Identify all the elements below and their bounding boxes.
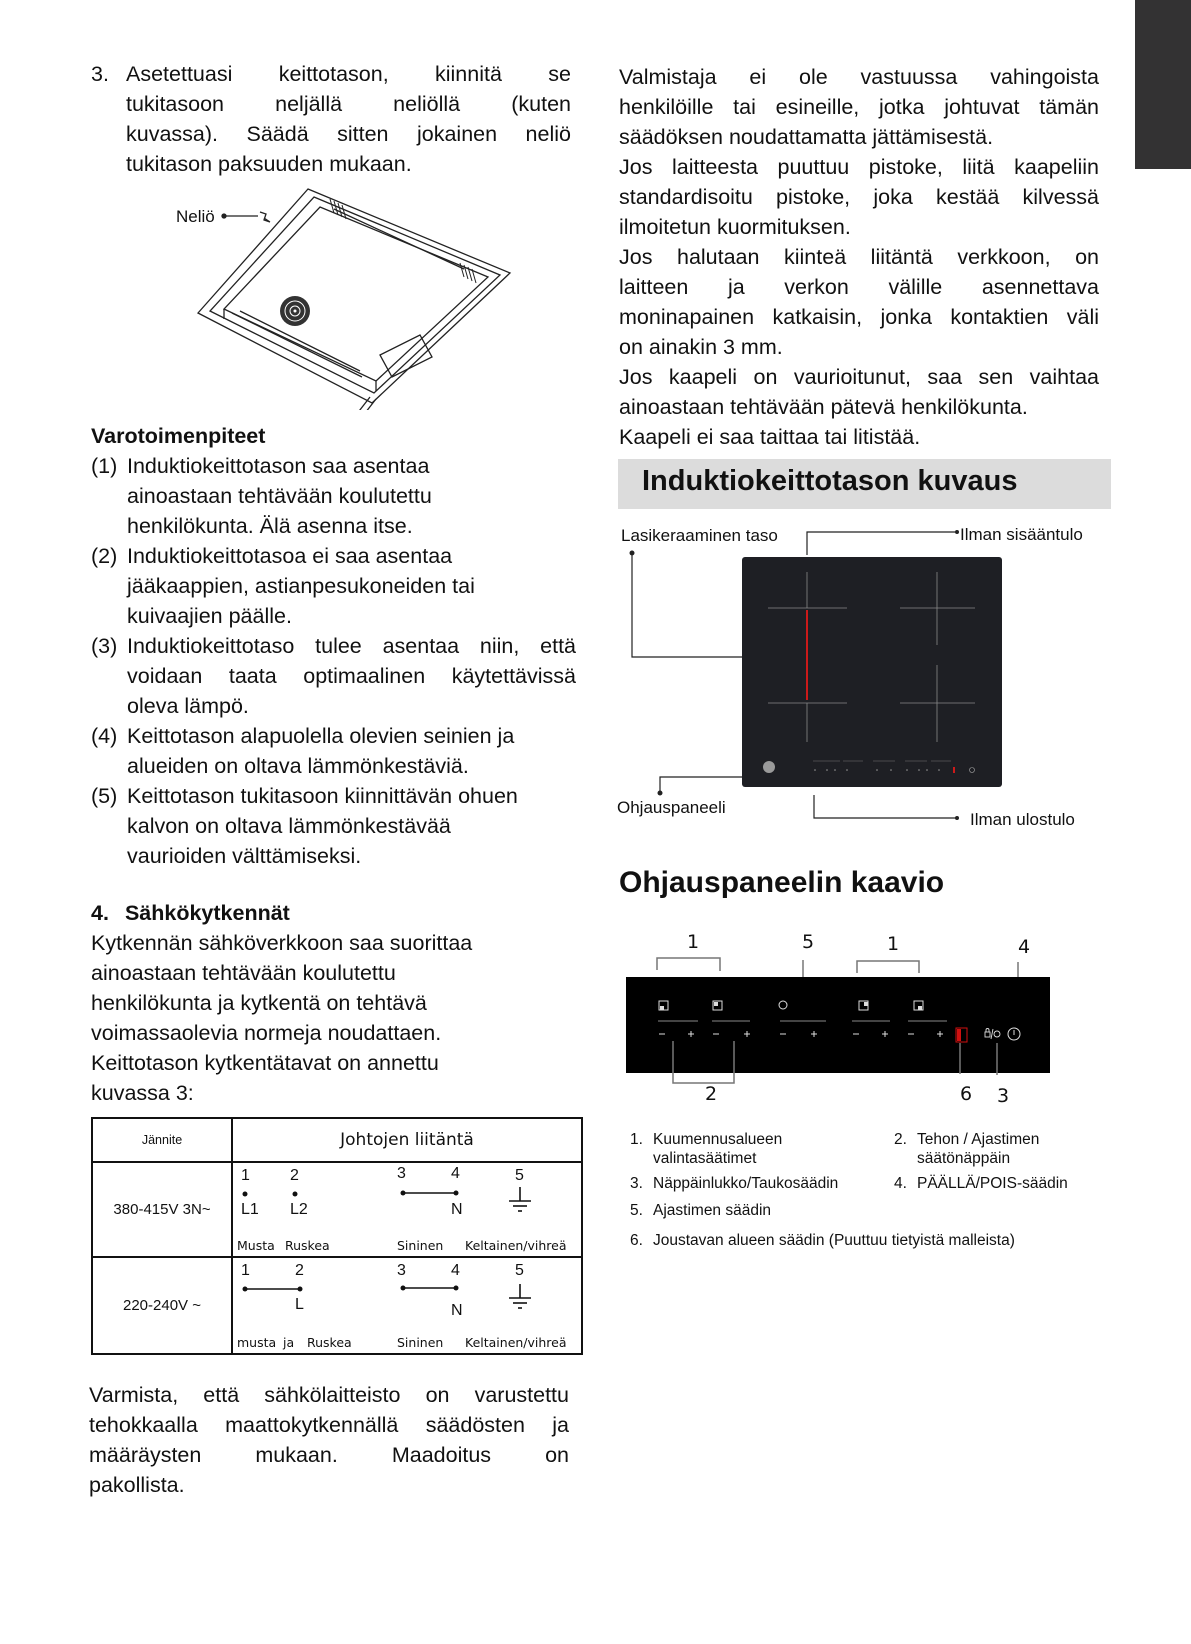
step-line: tukitason paksuuden mukaan. — [126, 152, 412, 176]
voltage-value: 380-415V 3N~ — [113, 1200, 211, 1218]
label-air-inlet: Ilman sisääntulo — [960, 525, 1083, 544]
step-number: 3. — [91, 62, 109, 86]
legend-item: 1. Kuumennusalueen valintasäätimet — [630, 1131, 783, 1167]
section-title: Induktiokeittotason kuvaus — [642, 465, 1018, 497]
legend-item: 6. Joustavan alueen säädin (Puuttuu tietyistä malleista) — [630, 1232, 1015, 1249]
control-panel-heading: Ohjauspaneelin kaavio — [619, 866, 945, 899]
coil-icon — [280, 296, 310, 326]
step-3 — [91, 59, 571, 179]
section-banner — [618, 459, 1111, 509]
legend-item: 4. PÄÄLLÄ/POIS-säädin — [894, 1175, 1068, 1192]
hob-diagram — [615, 520, 1095, 835]
label-glass-surface: Lasikeraaminen taso — [621, 526, 778, 545]
legend-item: 2. Tehon / Ajastimen säätönäppäin — [894, 1131, 1040, 1167]
precaution-item: (1) Induktiokeittotason saa asentaa ainoastaan tehtävään koulutettu henkilökunta. Älä asenna itse. — [91, 454, 432, 538]
voltage-value: 220-240V ~ — [123, 1296, 201, 1314]
voltage-header: Jännite — [92, 1118, 232, 1162]
precautions-title: Varotoimenpiteet — [91, 424, 266, 448]
precaution-item: (3) Induktiokeittotaso tulee asentaa niin, että voidaan taata optimaalinen käytettävissä oleva lämpö. — [91, 634, 576, 718]
step-line: kuvassa). Säädä sitten jokainen neliö — [126, 122, 571, 146]
glass-surface — [742, 557, 1002, 787]
control-panel-graphic — [620, 925, 1060, 1085]
electrical-heading: 4. Sähkökytkennät — [91, 901, 290, 925]
brand-logo-icon — [763, 761, 775, 773]
step-line: tukitasoon neljällä neliöllä (kuten — [126, 92, 571, 116]
hob-top-view — [615, 520, 1095, 835]
precaution-item: (2) Induktiokeittotasoa ei saa asentaa jääkaappien, astianpesukoneiden tai kuivaajien päälle. — [91, 544, 475, 628]
control-panel — [626, 977, 1050, 1073]
hob-underside-drawing — [170, 185, 520, 410]
precautions-section — [91, 421, 576, 871]
grounding-paragraph: Varmista, että sähkölaitteisto on varustettu tehokkaalla maattokytkennällä säädösten ja määräysten mukaan. Maadoitus on pakollista. — [89, 1383, 569, 1497]
square-callout-label: Neliö — [176, 207, 215, 226]
table-row — [92, 1257, 582, 1354]
legend-item: 5. Ajastimen säädin — [630, 1202, 772, 1219]
control-panel-diagram: 1 5 1 4 2 6 3 — [620, 925, 1060, 1105]
ground-icon — [509, 1284, 531, 1308]
wiring-diagram-1phase: 1 2 3 4 5 L N musta ja Ruskea Sininen Keltainen/vihreä — [232, 1257, 582, 1354]
wiring-header: Johtojen liitäntä — [232, 1118, 582, 1162]
electrical-section: 4. Sähkökytkennät Kytkennän sähköverkkoon saa suorittaa ainoastaan tehtävään koulutettu henkilökunta ja kytkentä on tehtävä voimassaolevia normeja noudattaen. Keittotason kytkentätavat on annettu kuvassa 3: — [91, 898, 571, 1108]
ground-icon — [509, 1187, 531, 1211]
label-control-panel: Ohjauspaneeli — [617, 798, 726, 817]
step-line: Asetettuasi keittotason, kiinnitä se — [126, 62, 571, 86]
right-text-block: Valmistaja ei ole vastuussa vahingoista henkilöille tai esineille, jotka johtuvat tämän säädöksen noudattamatta jättämisestä. Jos laitteesta puuttuu pistoke, liitä kaapeliin standardisoitu pistoke, joka kestää kilvessä ilmoitetun kuormituksen. Jos halutaan kiinteä liitäntä verkkoon, on laitteen ja verkon välille asennettava moninapainen katkaisin, jonka kontaktien väli on ainakin 3 mm. Jos kaapeli on vaurioitunut, saa sen vaihtaa ainoastaan tehtävään pätevä henkilökunta. Kaapeli ei saa taittaa tai litistää. — [619, 65, 1099, 449]
chapter-tab — [1135, 0, 1191, 169]
precaution-item: (5) Keittotason tukitasoon kiinnittävän ohuen kalvon on oltava lämmönkestävää vaurioiden välttämiseksi. — [91, 784, 518, 868]
wiring-table — [91, 1117, 583, 1355]
hob-underside-figure — [170, 185, 520, 410]
precaution-item: (4) Keittotason alapuolella olevien seinien ja alueiden on oltava lämmönkestäviä. — [91, 724, 515, 778]
table-row — [92, 1162, 582, 1257]
legend-item: 3. Näppäinlukko/Taukosäädin — [630, 1175, 839, 1192]
control-legend — [630, 1130, 1100, 1250]
wiring-diagram-3phase: 1 2 3 4 5 L1 L2 N Musta Ruskea Sininen Keltainen/vihreä — [232, 1162, 582, 1257]
label-air-outlet: Ilman ulostulo — [970, 810, 1075, 829]
